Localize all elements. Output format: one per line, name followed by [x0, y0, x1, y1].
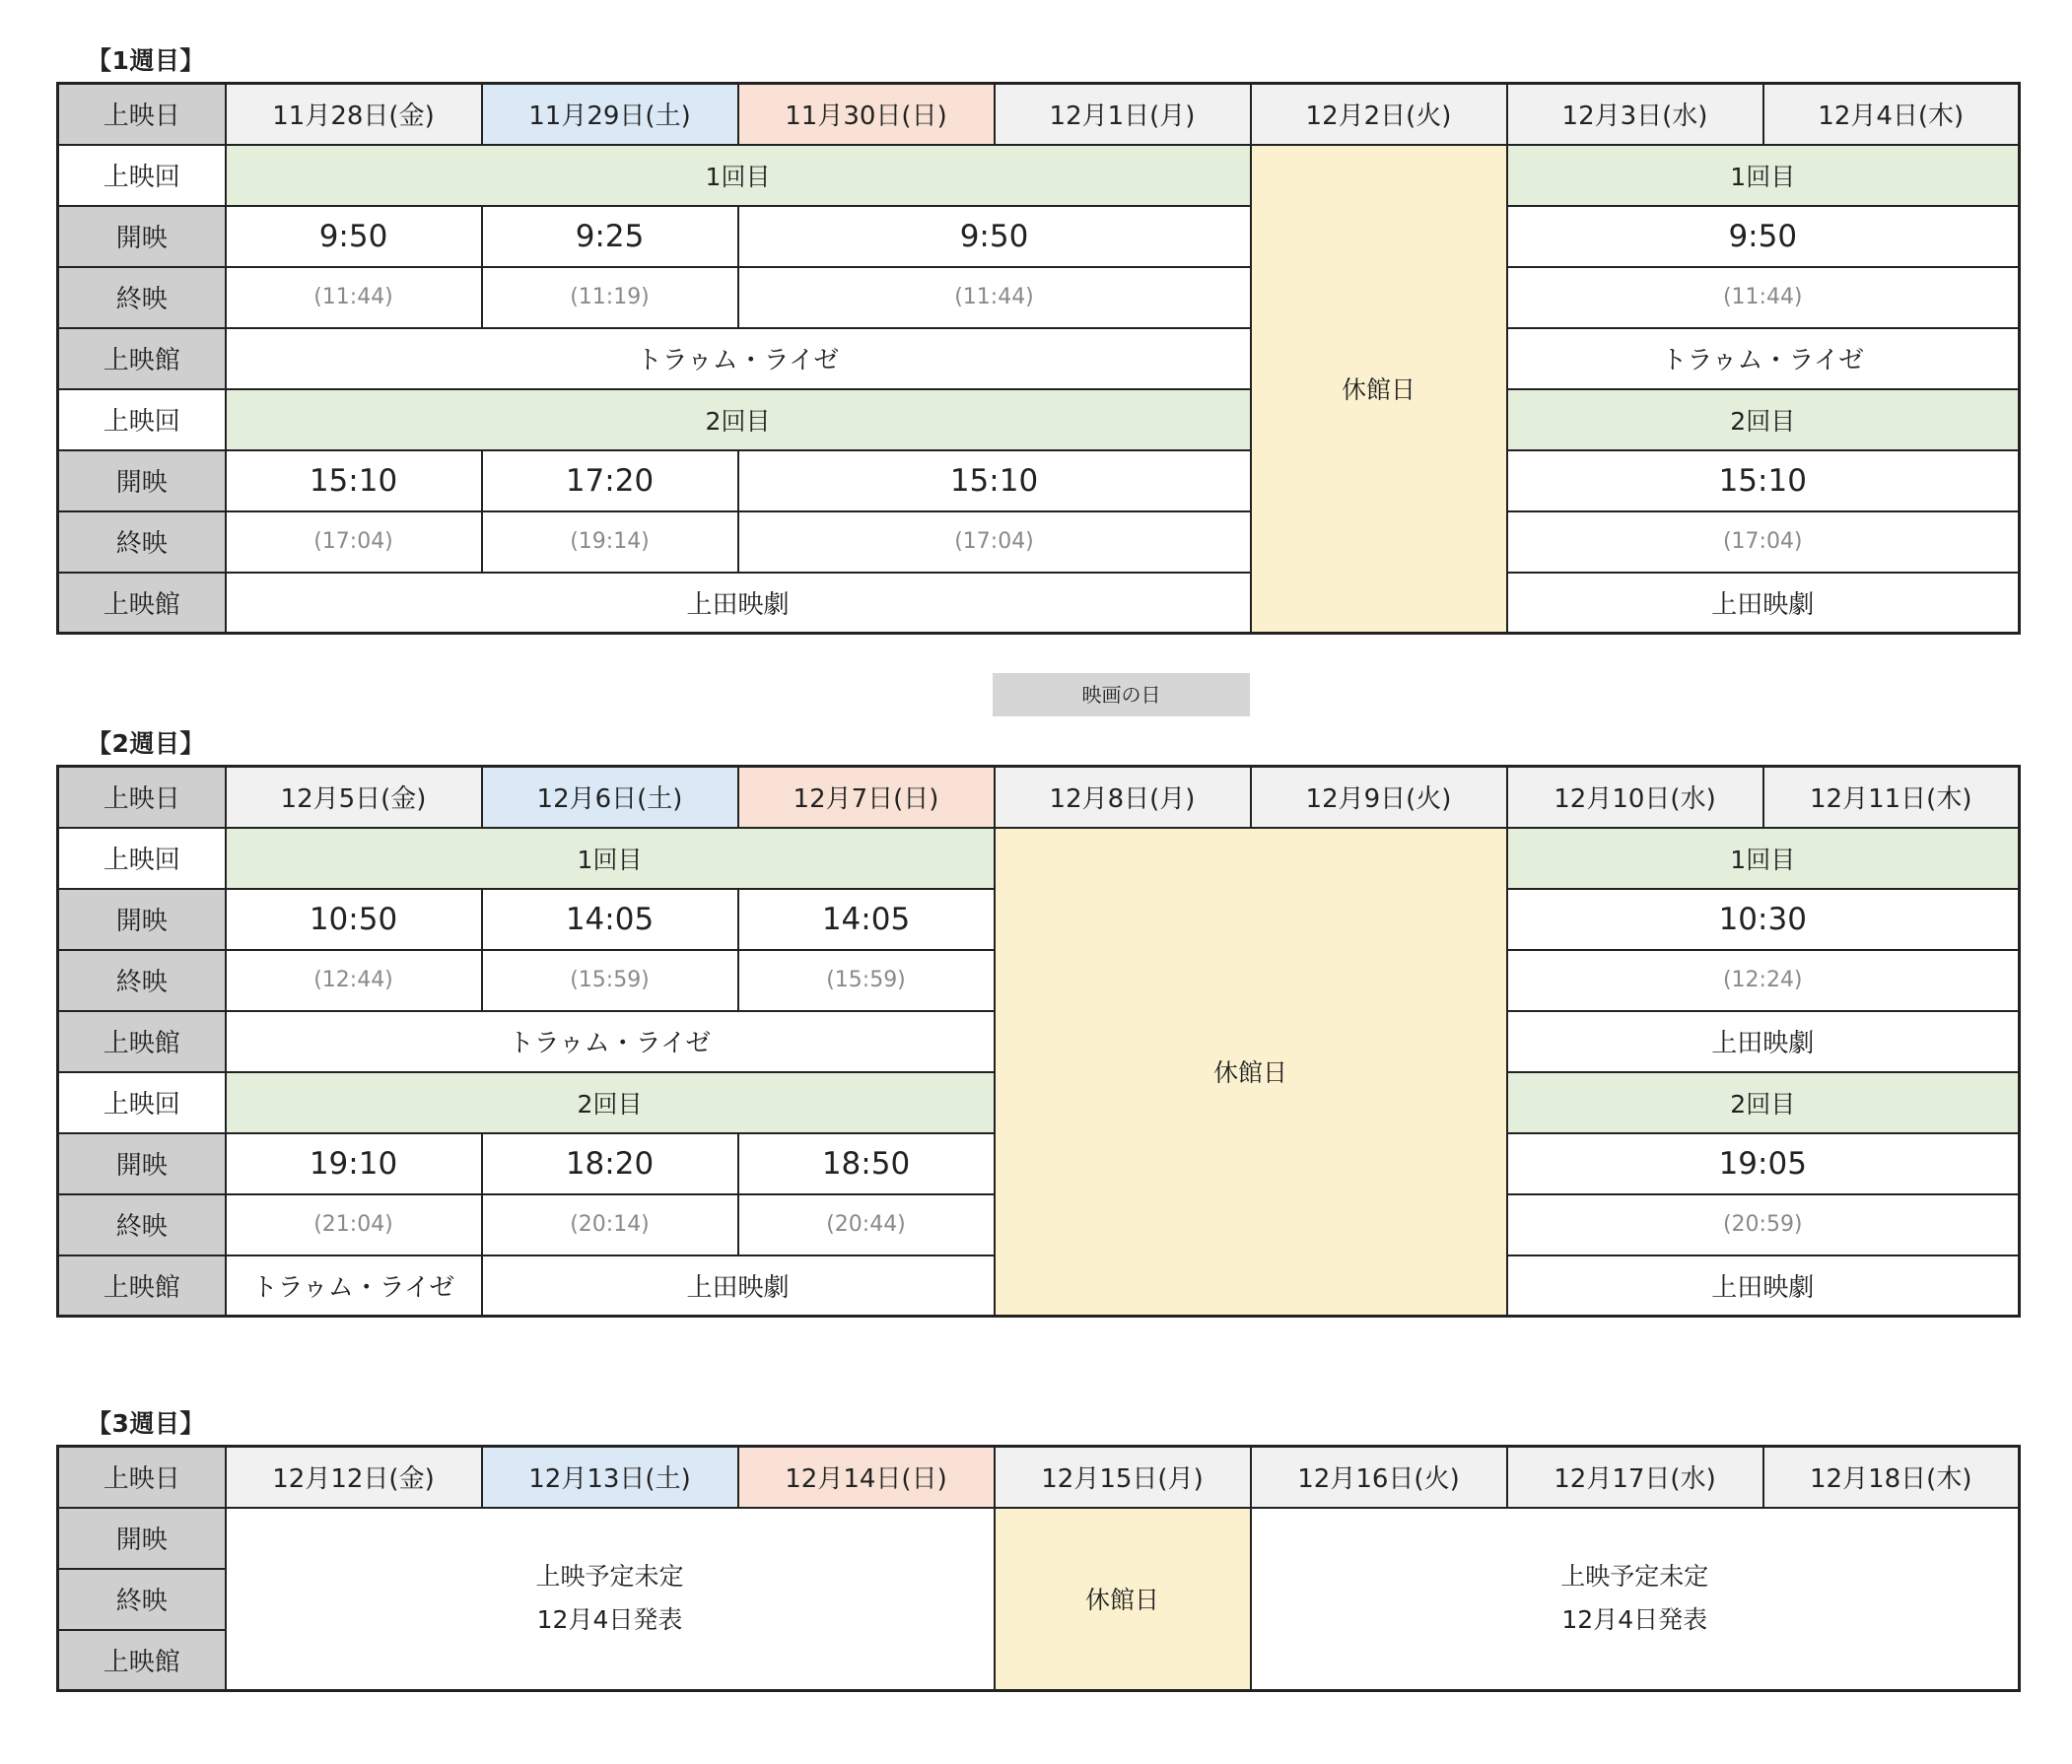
- table-row: [58, 573, 2020, 634]
- end-time: (15:59): [738, 950, 995, 1011]
- venue-cell: トラゥム・ライゼ: [226, 1011, 995, 1072]
- end-time: (17:04): [226, 511, 482, 573]
- start-time: 17:20: [482, 450, 738, 511]
- row-label-venue: 上映館: [58, 573, 226, 634]
- start-time: 19:05: [1507, 1133, 2020, 1194]
- table-row: [58, 328, 2020, 389]
- start-time: 19:10: [226, 1133, 482, 1194]
- date-header: 12月3日(水): [1507, 84, 1763, 145]
- round-cell: 1回目: [1507, 828, 2020, 889]
- table-row: [58, 1447, 2020, 1508]
- venue-cell: トラゥム・ライゼ: [226, 1255, 482, 1317]
- end-time: (11:44): [226, 267, 482, 328]
- row-label-date: 上映日: [58, 767, 226, 828]
- row-label-date: 上映日: [58, 1447, 226, 1508]
- date-header: 12月5日(金): [226, 767, 482, 828]
- table-row: [58, 145, 2020, 206]
- start-time: 18:50: [738, 1133, 995, 1194]
- date-header-sunday: 12月7日(日): [738, 767, 995, 828]
- row-label-start: 開映: [58, 1133, 226, 1194]
- end-time: (17:04): [738, 511, 1251, 573]
- table-row: [58, 450, 2020, 511]
- movie-day-note: 映画の日: [993, 673, 1250, 716]
- row-label-end: 終映: [58, 950, 226, 1011]
- date-header: 12月2日(火): [1251, 84, 1507, 145]
- end-time: (12:44): [226, 950, 482, 1011]
- date-header-sunday: 11月30日(日): [738, 84, 995, 145]
- row-label-venue: 上映館: [58, 1630, 226, 1691]
- venue-cell: 上田映劇: [1507, 1255, 2020, 1317]
- table-row: [58, 511, 2020, 573]
- date-header: 12月10日(水): [1507, 767, 1763, 828]
- end-time: (17:04): [1507, 511, 2020, 573]
- row-label-start: 開映: [58, 206, 226, 267]
- start-time: 14:05: [482, 889, 738, 950]
- start-time: 14:05: [738, 889, 995, 950]
- date-header: 12月12日(金): [226, 1447, 482, 1508]
- row-label-venue: 上映館: [58, 1255, 226, 1317]
- table-row: [58, 206, 2020, 267]
- date-header: 12月16日(火): [1251, 1447, 1507, 1508]
- date-header: 12月15日(月): [995, 1447, 1251, 1508]
- row-label-start: 開映: [58, 1508, 226, 1569]
- end-time: (21:04): [226, 1194, 482, 1255]
- row-label-end: 終映: [58, 267, 226, 328]
- date-header: 12月18日(木): [1763, 1447, 2020, 1508]
- end-time: (15:59): [482, 950, 738, 1011]
- week3-table: [56, 1445, 2021, 1692]
- table-row: [58, 1508, 2020, 1569]
- row-label-date: 上映日: [58, 84, 226, 145]
- venue-cell: 上田映劇: [226, 573, 1251, 634]
- start-time: 15:10: [1507, 450, 2020, 511]
- venue-cell: 上田映劇: [1507, 573, 2020, 634]
- venue-cell: 上田映劇: [482, 1255, 995, 1317]
- row-label-venue: 上映館: [58, 328, 226, 389]
- venue-cell: 上田映劇: [1507, 1011, 2020, 1072]
- date-header: 11月28日(金): [226, 84, 482, 145]
- start-time: 10:50: [226, 889, 482, 950]
- week2-title: 【2週目】: [87, 729, 205, 758]
- row-label-venue: 上映館: [58, 1011, 226, 1072]
- tbd-line: 12月4日発表: [1561, 1605, 1708, 1635]
- end-time: (11:19): [482, 267, 738, 328]
- start-time: 9:50: [1507, 206, 2020, 267]
- date-header: 12月9日(火): [1251, 767, 1507, 828]
- row-label-end: 終映: [58, 1569, 226, 1630]
- row-label-start: 開映: [58, 450, 226, 511]
- round-cell: 2回目: [1507, 389, 2020, 450]
- round-cell: 2回目: [226, 1072, 995, 1133]
- end-time: (19:14): [482, 511, 738, 573]
- date-header: 12月8日(月): [995, 767, 1251, 828]
- row-label-round: 上映回: [58, 389, 226, 450]
- schedule-tbd-cell: [1251, 1508, 2020, 1691]
- end-time: (11:44): [1507, 267, 2020, 328]
- date-header-saturday: 12月13日(土): [482, 1447, 738, 1508]
- table-row: [58, 267, 2020, 328]
- start-time: 15:10: [738, 450, 1251, 511]
- week3-title: 【3週目】: [87, 1409, 205, 1438]
- row-label-round: 上映回: [58, 1072, 226, 1133]
- venue-cell: トラゥム・ライゼ: [226, 328, 1251, 389]
- date-header-saturday: 12月6日(土): [482, 767, 738, 828]
- closed-day-cell: 休館日: [995, 1508, 1251, 1691]
- closed-day-cell: 休館日: [995, 828, 1507, 1317]
- week1-title: 【1週目】: [87, 46, 205, 75]
- table-row: [58, 767, 2020, 828]
- tbd-line: 上映予定未定: [535, 1562, 684, 1592]
- start-time: 9:25: [482, 206, 738, 267]
- date-header: 12月4日(木): [1763, 84, 2020, 145]
- tbd-line: 上映予定未定: [1560, 1562, 1709, 1592]
- start-time: 10:30: [1507, 889, 2020, 950]
- table-row: [58, 389, 2020, 450]
- table-row: [58, 828, 2020, 889]
- week2-table: [56, 765, 2021, 1318]
- row-label-round: 上映回: [58, 145, 226, 206]
- end-time: (20:59): [1507, 1194, 2020, 1255]
- start-time: 9:50: [738, 206, 1251, 267]
- tbd-line: 12月4日発表: [536, 1605, 683, 1635]
- row-label-round: 上映回: [58, 828, 226, 889]
- closed-day-cell: 休館日: [1251, 145, 1507, 634]
- date-header: 12月11日(木): [1763, 767, 2020, 828]
- table-row: [58, 84, 2020, 145]
- round-cell: 1回目: [226, 828, 995, 889]
- round-cell: 1回目: [1507, 145, 2020, 206]
- end-time: (20:44): [738, 1194, 995, 1255]
- end-time: (20:14): [482, 1194, 738, 1255]
- row-label-start: 開映: [58, 889, 226, 950]
- round-cell: 2回目: [1507, 1072, 2020, 1133]
- week1-table: [56, 82, 2021, 635]
- end-time: (11:44): [738, 267, 1251, 328]
- date-header: 12月1日(月): [995, 84, 1251, 145]
- venue-cell: トラゥム・ライゼ: [1507, 328, 2020, 389]
- round-cell: 2回目: [226, 389, 1251, 450]
- end-time: (12:24): [1507, 950, 2020, 1011]
- date-header-saturday: 11月29日(土): [482, 84, 738, 145]
- schedule-tbd-cell: [226, 1508, 995, 1691]
- start-time: 18:20: [482, 1133, 738, 1194]
- round-cell: 1回目: [226, 145, 1251, 206]
- date-header: 12月17日(水): [1507, 1447, 1763, 1508]
- row-label-end: 終映: [58, 511, 226, 573]
- start-time: 15:10: [226, 450, 482, 511]
- start-time: 9:50: [226, 206, 482, 267]
- date-header-sunday: 12月14日(日): [738, 1447, 995, 1508]
- row-label-end: 終映: [58, 1194, 226, 1255]
